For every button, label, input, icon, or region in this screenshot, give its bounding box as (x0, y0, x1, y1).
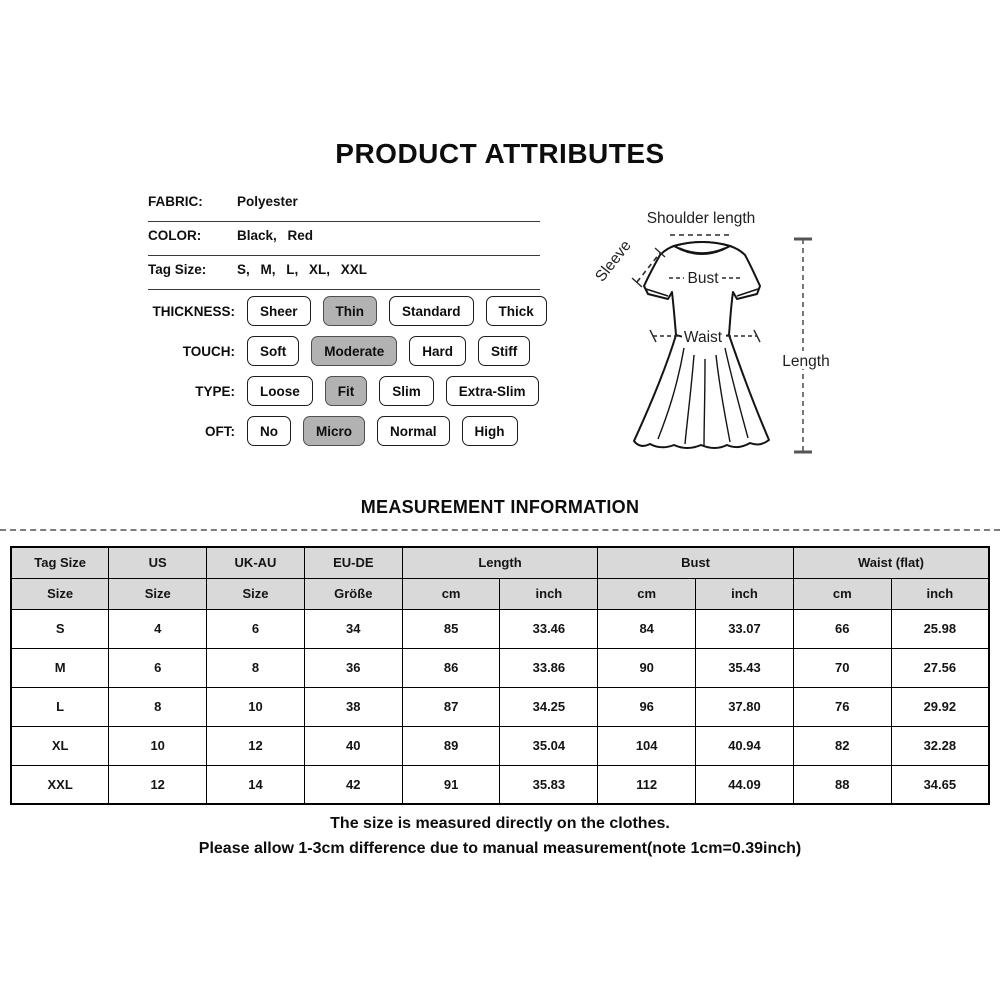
waist-label: Waist (683, 329, 723, 346)
table-cell: 34.25 (500, 687, 598, 726)
table-cell: XXL (11, 765, 109, 804)
table-cell: 40 (304, 726, 402, 765)
option-chip-fit[interactable]: Fit (325, 376, 368, 406)
spec-list (148, 188, 540, 290)
table-subheader-cell: inch (891, 578, 989, 609)
option-chips (247, 376, 539, 406)
table-cell: 33.86 (500, 648, 598, 687)
table-subheader-cell: cm (598, 578, 696, 609)
spec-label: COLOR: (148, 228, 202, 243)
option-chip-slim[interactable]: Slim (379, 376, 434, 406)
option-chip-high[interactable]: High (462, 416, 518, 446)
spec-label: Tag Size: (148, 262, 207, 277)
table-cell: 10 (207, 687, 305, 726)
footer-note-1: The size is measured directly on the clothes. (330, 815, 670, 832)
option-chip-normal[interactable]: Normal (377, 416, 450, 446)
table-cell: 6 (207, 609, 305, 648)
spec-row (148, 256, 540, 290)
option-chip-no[interactable]: No (247, 416, 291, 446)
size-table (10, 546, 990, 805)
table-cell: 44.09 (696, 765, 794, 804)
option-label: OFT: (205, 423, 235, 439)
table-cell: 70 (793, 648, 891, 687)
option-row (0, 416, 547, 446)
table-cell: 85 (402, 609, 500, 648)
table-row (11, 687, 989, 726)
size-table-head (11, 547, 989, 609)
option-chip-standard[interactable]: Standard (389, 296, 474, 326)
table-cell: 10 (109, 726, 207, 765)
option-chip-micro[interactable]: Micro (303, 416, 365, 446)
table-cell: 89 (402, 726, 500, 765)
option-row (0, 336, 547, 366)
table-header-cell: UK-AU (207, 547, 305, 578)
table-subheader-cell: Size (109, 578, 207, 609)
length-label: Length (782, 353, 830, 370)
table-cell: S (11, 609, 109, 648)
table-subheader-cell: cm (402, 578, 500, 609)
option-chip-stiff[interactable]: Stiff (478, 336, 530, 366)
table-subheader-cell: inch (500, 578, 598, 609)
page-title: PRODUCT ATTRIBUTES (335, 138, 665, 169)
table-header-cell: EU-DE (304, 547, 402, 578)
option-chip-moderate[interactable]: Moderate (311, 336, 397, 366)
option-chip-loose[interactable]: Loose (247, 376, 313, 406)
table-cell: 35.43 (696, 648, 794, 687)
table-header-row (11, 547, 989, 578)
table-cell: 29.92 (891, 687, 989, 726)
table-row (11, 765, 989, 804)
table-cell: 25.98 (891, 609, 989, 648)
spec-label: FABRIC: (148, 194, 203, 209)
table-row (11, 726, 989, 765)
table-cell: 82 (793, 726, 891, 765)
table-cell: 112 (598, 765, 696, 804)
table-cell: 38 (304, 687, 402, 726)
table-cell: 12 (207, 726, 305, 765)
table-header-cell: Bust (598, 547, 794, 578)
table-row (11, 648, 989, 687)
option-chip-soft[interactable]: Soft (247, 336, 299, 366)
option-row (0, 296, 547, 326)
table-cell: 104 (598, 726, 696, 765)
table-cell: 37.80 (696, 687, 794, 726)
table-cell: 66 (793, 609, 891, 648)
table-subheader-cell: Größe (304, 578, 402, 609)
option-label: THICKNESS: (152, 303, 235, 319)
table-cell: 8 (109, 687, 207, 726)
table-cell: 91 (402, 765, 500, 804)
option-chip-sheer[interactable]: Sheer (247, 296, 311, 326)
spec-value: S, M, L, XL, XXL (237, 262, 368, 277)
option-label: TOUCH: (182, 343, 235, 359)
footer-notes (0, 815, 1000, 865)
table-cell: 32.28 (891, 726, 989, 765)
table-cell: 36 (304, 648, 402, 687)
option-chips (247, 296, 547, 326)
option-chips (247, 416, 518, 446)
shoulder-length-label: Shoulder length (646, 210, 756, 227)
option-row (0, 376, 547, 406)
table-cell: L (11, 687, 109, 726)
table-cell: 33.07 (696, 609, 794, 648)
table-cell: 90 (598, 648, 696, 687)
table-subheader-cell: Size (207, 578, 305, 609)
spec-value: Black, Red (237, 228, 314, 243)
table-header-cell: Waist (flat) (793, 547, 989, 578)
table-subheader-cell: cm (793, 578, 891, 609)
table-cell: 4 (109, 609, 207, 648)
option-chip-thick[interactable]: Thick (486, 296, 547, 326)
table-header-cell: Length (402, 547, 598, 578)
option-chip-hard[interactable]: Hard (409, 336, 466, 366)
table-cell: 86 (402, 648, 500, 687)
table-cell: 42 (304, 765, 402, 804)
table-header-cell: US (109, 547, 207, 578)
table-cell: 76 (793, 687, 891, 726)
table-row (11, 609, 989, 648)
size-table-body (11, 609, 989, 804)
dashed-divider (0, 529, 1000, 531)
table-header-cell: Tag Size (11, 547, 109, 578)
table-cell: 35.04 (500, 726, 598, 765)
table-cell: 35.83 (500, 765, 598, 804)
dress-measurement-diagram (588, 198, 880, 472)
table-cell: 34.65 (891, 765, 989, 804)
table-cell: 96 (598, 687, 696, 726)
table-subheader-cell: inch (696, 578, 794, 609)
spec-row (148, 222, 540, 256)
table-cell: 84 (598, 609, 696, 648)
table-cell: 34 (304, 609, 402, 648)
table-cell: M (11, 648, 109, 687)
option-label: TYPE: (195, 383, 235, 399)
option-chip-extra-slim[interactable]: Extra-Slim (446, 376, 539, 406)
table-cell: 87 (402, 687, 500, 726)
table-subheader-row (11, 578, 989, 609)
option-chips (247, 336, 530, 366)
table-cell: 12 (109, 765, 207, 804)
table-cell: 27.56 (891, 648, 989, 687)
measurement-title: MEASUREMENT INFORMATION (360, 497, 640, 517)
table-cell: 40.94 (696, 726, 794, 765)
spec-row (148, 188, 540, 222)
attribute-option-list (0, 296, 547, 456)
table-cell: 33.46 (500, 609, 598, 648)
footer-note-2: Please allow 1-3cm difference due to manual measurement(note 1cm=0.39inch) (198, 840, 802, 857)
sleeve-label: Sleeve (592, 237, 635, 286)
table-cell: 6 (109, 648, 207, 687)
option-chip-thin[interactable]: Thin (323, 296, 378, 326)
table-cell: 8 (207, 648, 305, 687)
table-cell: 14 (207, 765, 305, 804)
table-cell: 88 (793, 765, 891, 804)
table-cell: XL (11, 726, 109, 765)
bust-label: Bust (687, 270, 719, 287)
table-subheader-cell: Size (11, 578, 109, 609)
spec-value: Polyester (237, 194, 298, 209)
